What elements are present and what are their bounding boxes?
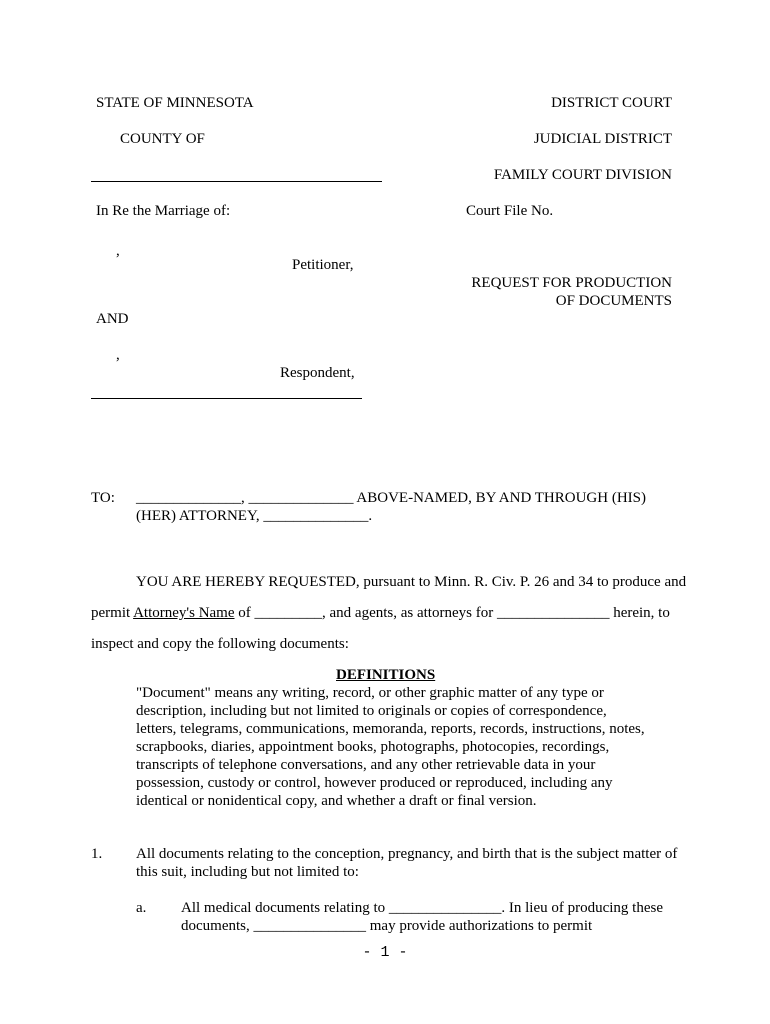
respondent-label: Respondent, (280, 365, 355, 381)
in-re-label: In Re the Marriage of: (96, 203, 231, 219)
definition-line: description, including but not limited to originals or copies of correspondence, (136, 703, 607, 719)
caption-bottom-rule (91, 398, 362, 399)
request-line3: inspect and copy the following documents: (91, 636, 349, 652)
county-heading: COUNTY OF (120, 131, 205, 147)
petitioner-comma: , (116, 243, 120, 259)
item-line2: this suit, including but not limited to: (136, 864, 359, 880)
request-line2 (91, 604, 670, 622)
request-line2-post: of _________, and agents, as attorneys for _______________ herein, to (234, 605, 670, 621)
request-line2-pre: permit (91, 605, 134, 621)
state-heading: STATE OF MINNESOTA (96, 95, 254, 111)
to-label: TO: (91, 490, 115, 506)
definition-line: possession, custody or control, however produced or reproduced, including any (136, 775, 613, 791)
attorney-name-field: Attorney's Name (133, 605, 235, 621)
definition-line: transcripts of telephone conversations, and any other retrievable data in your (136, 757, 596, 773)
definitions-heading: DEFINITIONS (336, 667, 436, 683)
item-line1: All documents relating to the conception, pregnancy, and birth that is the subject matter of (136, 846, 678, 862)
document-title-line2: OF DOCUMENTS (555, 293, 672, 309)
caption-top-rule (91, 181, 382, 182)
definition-line: identical or nonidentical copy, and whether a draft or final version. (136, 793, 537, 809)
subitem-line2: documents, _______________ may provide authorizations to permit (181, 918, 593, 934)
petitioner-label: Petitioner, (292, 257, 354, 273)
and-label: AND (96, 311, 129, 327)
court-file-label: Court File No. (466, 203, 554, 219)
subitem-line1: All medical documents relating to _______________. In lieu of producing these (181, 900, 663, 916)
court-heading: DISTRICT COURT (551, 95, 672, 111)
definition-line: scrapbooks, diaries, appointment books, photographs, photocopies, recordings, (136, 739, 610, 755)
district-heading: JUDICIAL DISTRICT (533, 131, 672, 147)
to-line2: (HER) ATTORNEY, ______________. (136, 508, 373, 524)
request-line1: YOU ARE HEREBY REQUESTED, pursuant to Minn. R. Civ. P. 26 and 34 to produce and (136, 574, 687, 590)
page-number: - 1 - (362, 944, 408, 961)
respondent-comma: , (116, 347, 120, 363)
definition-line: "Document" means any writing, record, or other graphic matter of any type or (136, 685, 604, 701)
division-heading: FAMILY COURT DIVISION (493, 167, 672, 183)
to-line1: ______________, ______________ ABOVE-NAMED, BY AND THROUGH (HIS) (136, 490, 646, 506)
document-title-line1: REQUEST FOR PRODUCTION (471, 275, 672, 291)
definition-line: letters, telegrams, communications, memoranda, reports, records, instructions, notes, (136, 721, 645, 737)
item-number: 1. (91, 846, 103, 862)
subitem-letter: a. (136, 900, 147, 916)
